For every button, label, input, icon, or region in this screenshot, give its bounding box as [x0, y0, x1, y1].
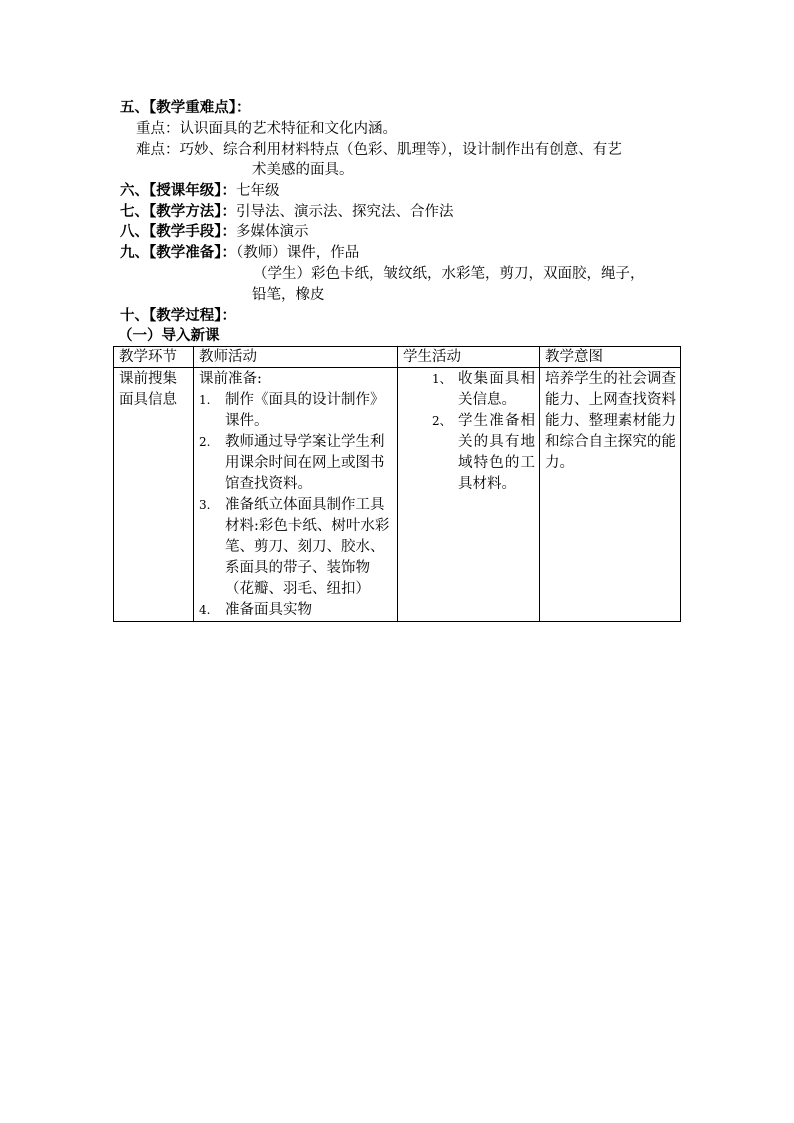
column-header-intent: 教学意图: [540, 347, 681, 368]
item-text: 准备面具实物: [225, 602, 312, 618]
section-6: [120, 181, 280, 201]
column-header-teacher: 教师活动: [194, 347, 398, 368]
item-number: 1、: [432, 372, 452, 386]
teacher-activity-cell: [194, 368, 398, 622]
item-text: 准备纸立体面具制作工具材料:彩色卡纸、树叶水彩笔、剪刀、刻刀、胶水、系面具的带子、装饰物（花瓣、羽毛、纽扣）: [225, 497, 390, 597]
list-item: [199, 432, 393, 495]
item-text: 教师通过导学案让学生利用课余时间在网上或图书馆查找资料。: [225, 434, 385, 492]
list-item: [199, 390, 393, 432]
column-header-stage: 教学环节: [114, 347, 194, 368]
stage-text: 课前搜集面具信息: [119, 371, 177, 408]
section-7-heading: 七、【教学方法】：: [120, 203, 236, 220]
section-9: [120, 243, 359, 263]
teacher-prep-value: （教师）课件，作品: [236, 245, 360, 261]
list-item: [432, 369, 535, 411]
teacher-activity-list: [199, 390, 393, 621]
section-5-heading: 五、【教学重难点】：: [120, 99, 251, 116]
table-header-row: [114, 347, 681, 368]
difficult-point-text: 难点：巧妙、综合利用材料特点（色彩、肌理等），设计制作出有创意、有艺: [136, 142, 622, 158]
lesson-process-table: [113, 346, 681, 622]
intent-text: 培养学生的社会调查能力、上网查找资料能力、整理素材能力和综合自主探究的能力。: [545, 371, 676, 471]
section-9-heading: 九、【教学准备】：: [120, 244, 236, 261]
item-number: 2.: [199, 435, 211, 449]
intent-cell: [540, 368, 681, 622]
student-prep-value: （学生）彩色卡纸，皱纹纸，水彩笔，剪刀，双面胶，绳子，: [253, 266, 645, 282]
student-activity-cell: [398, 368, 540, 622]
grade-value: 七年级: [236, 183, 280, 199]
methods-value: 引导法、演示法、探究法、合作法: [236, 204, 454, 220]
item-text: 学生准备相关的具有地域特色的工具材料。: [458, 413, 535, 492]
section-6-heading: 六、【授课年级】：: [120, 182, 236, 199]
list-item: [199, 600, 393, 621]
item-text: 制作《面具的设计制作》课件。: [225, 392, 385, 429]
teacher-intro: 课前准备:: [199, 371, 262, 387]
item-number: 2、: [432, 414, 452, 428]
student-prep-value-cont: 铅笔，橡皮: [252, 287, 325, 303]
section-10-heading: 十、【教学过程】：: [120, 307, 236, 324]
column-header-student: 学生活动: [398, 347, 540, 368]
section-7: [120, 202, 454, 222]
difficult-point-text-cont: 术美感的面具。: [252, 162, 354, 178]
table-row: [114, 368, 681, 622]
stage-cell: [114, 368, 194, 622]
section-8-heading: 八、【教学手段】：: [120, 223, 236, 240]
subsection-title: （一）导入新课: [118, 327, 220, 344]
means-value: 多媒体演示: [236, 224, 309, 240]
list-item: [199, 495, 393, 600]
key-point-text: 重点：认识面具的艺术特征和文化内涵。: [136, 121, 397, 137]
list-item: [432, 411, 535, 495]
item-number: 4.: [199, 603, 211, 617]
item-number: 3.: [199, 498, 211, 512]
item-text: 收集面具相关信息。: [458, 371, 535, 408]
item-number: 1.: [199, 393, 211, 407]
student-activity-list: [432, 369, 535, 495]
section-8: [120, 222, 309, 242]
